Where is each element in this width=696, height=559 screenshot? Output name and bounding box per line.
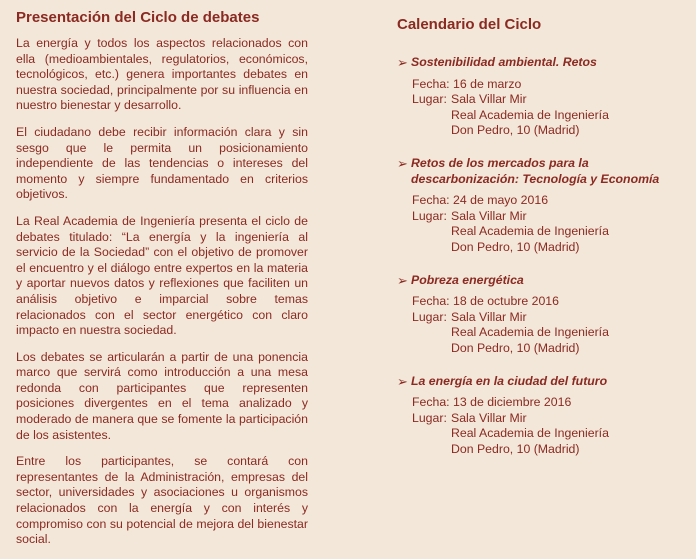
event-place-label: Lugar: [412, 410, 447, 425]
event-organization: Real Academia de Ingeniería [451, 426, 609, 441]
chevron-right-icon: ➢ [397, 373, 408, 389]
event-place-label: Lugar: [412, 208, 447, 223]
presentation-paragraph-4: Los debates se articularán a partir de una ponencia marco que servirá como introducción a una mesa redonda con participantes que representen posiciones divergentes en el tema analizado y moderado de manera que se fomente la participación de los asistentes. [16, 349, 308, 442]
presentation-paragraph-3: La Real Academia de Ingeniería presenta el ciclo de debates titulado: “La energía y la ingeniería al servicio de la Sociedad” con el objetivo de promover el encuentro y el diálogo entre expertos en la materia y aportar nuevos datos y reflexiones que faciliten un análisis objetivo e imparcial sobre temas relacionados con el sector energético con claro impacto en nuestra sociedad. [16, 213, 308, 338]
event-place-label: Lugar: [412, 309, 447, 324]
event-title: Sostenibilidad ambiental. Retos [411, 55, 597, 69]
presentation-column [16, 9, 308, 559]
event-organization: Real Academia de Ingeniería [451, 107, 609, 122]
calendar-event-3 [397, 273, 687, 357]
presentation-paragraph-2: El ciudadano debe recibir información clara y sin sesgo que le permita un posicionamiento independiente de las tendencias o intereses del momento y siempre fundamentado en criterios objetivos. [16, 124, 308, 202]
event-organization: Real Academia de Ingeniería [451, 325, 609, 340]
presentation-paragraph-1: La energía y todos los aspectos relacionados con ella (medioambientales, regulatorios, económicos, tecnológicos, etc.) genera importantes debates en nuestra sociedad, principalmente por su influencia en nuestro bienestar y desarrollo. [16, 36, 308, 113]
calendar-title: Calendario del Ciclo [397, 16, 542, 33]
event-date: Fecha: 13 de diciembre 2016 [412, 395, 572, 410]
calendar-event-1 [397, 55, 687, 139]
event-date: Fecha: 24 de mayo 2016 [412, 193, 549, 208]
presentation-paragraph-5: Entre los participantes, se contará con representantes de la Administración, empresas del sector, universidades y asociaciones u organismos relacionados con la energía y con interés y compromiso con su potencial de mejora del bienestar social. [16, 454, 308, 547]
event-venue: Sala Villar Mir [451, 309, 527, 324]
event-title: Retos de los mercados para la descarbonización: Tecnología y Economía [411, 155, 660, 186]
presentation-title: Presentación del Ciclo de debates [16, 9, 260, 26]
event-venue: Sala Villar Mir [451, 410, 527, 425]
event-organization: Real Academia de Ingeniería [451, 224, 609, 239]
chevron-right-icon: ➢ [397, 272, 408, 288]
event-venue: Sala Villar Mir [451, 92, 527, 107]
chevron-right-icon: ➢ [397, 55, 408, 70]
event-address: Don Pedro, 10 (Madrid) [451, 239, 580, 254]
event-date: Fecha: 18 de octubre 2016 [412, 294, 559, 309]
event-date: Fecha: 16 de marzo [412, 76, 522, 91]
event-title: La energía en la ciudad del futuro [411, 373, 608, 388]
calendar-column [397, 16, 687, 474]
calendar-event-2 [397, 156, 687, 256]
event-address: Don Pedro, 10 (Madrid) [451, 123, 580, 138]
chevron-right-icon: ➢ [397, 155, 408, 171]
event-address: Don Pedro, 10 (Madrid) [451, 441, 580, 456]
event-place-label: Lugar: [412, 92, 447, 107]
event-venue: Sala Villar Mir [451, 208, 527, 223]
event-title: Pobreza energética [411, 272, 524, 287]
event-address: Don Pedro, 10 (Madrid) [451, 340, 580, 355]
calendar-event-4 [397, 374, 687, 458]
